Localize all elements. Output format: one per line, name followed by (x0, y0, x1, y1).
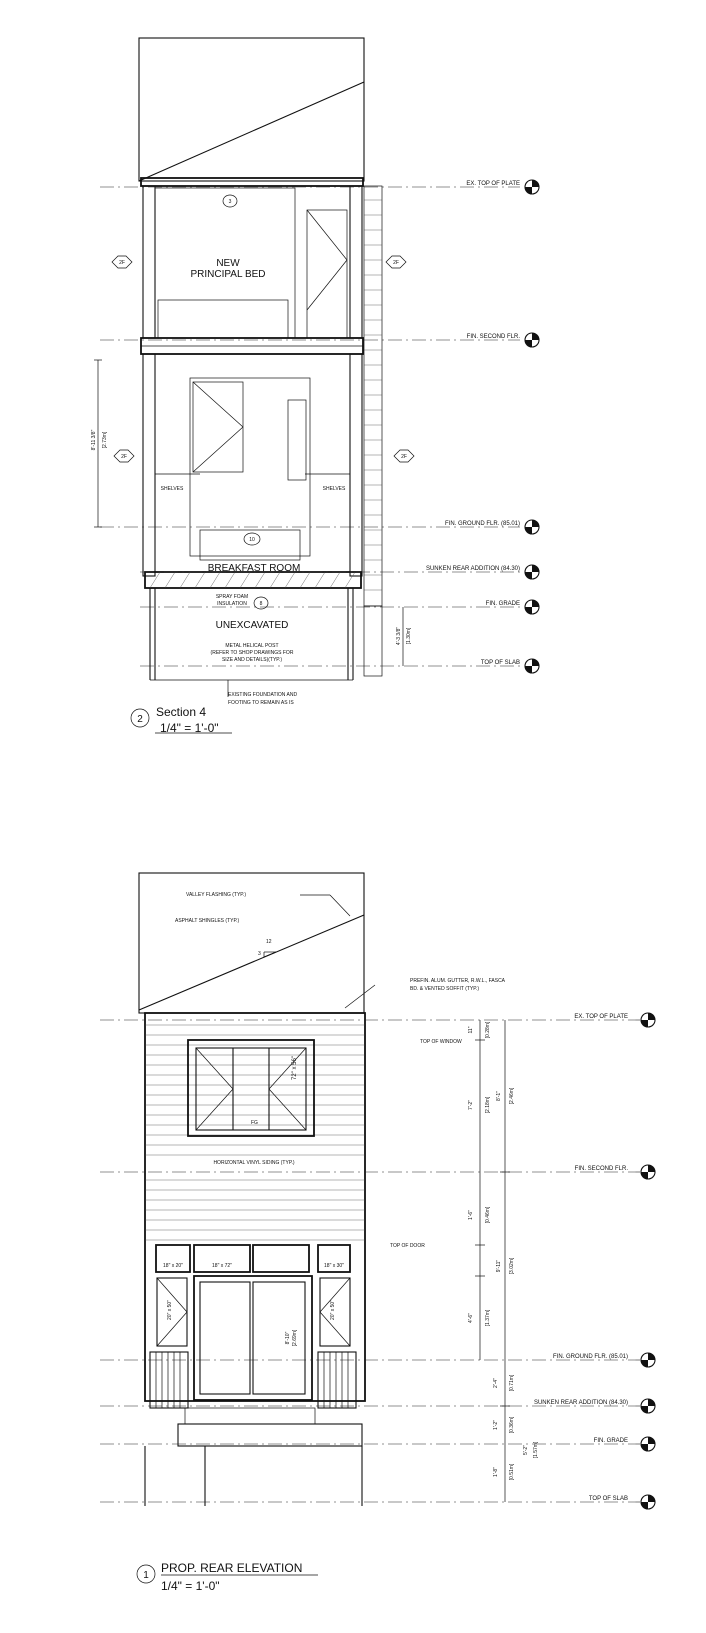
dim-left-6m: [0.36m] (509, 1416, 515, 1434)
shelves-label-left: SHELVES (160, 486, 184, 492)
shelves-label-right: SHELVES (322, 486, 346, 492)
dim-right-2m: [3.02m] (509, 1257, 515, 1275)
elev-level-sunken: SUNKEN REAR ADDITION (84.30) (533, 1400, 628, 1406)
dim-left-2m: [2.18m] (485, 1096, 491, 1114)
level-marker-icon (525, 180, 539, 673)
elev-level-ground-flr: FIN. GROUND FLR. (85.01) (552, 1354, 628, 1360)
tag-2f-left-upper: 2F (119, 260, 125, 266)
elev-level-second-flr: FIN. SECOND FLR. (574, 1166, 628, 1172)
elev-level-top-plate: EX. TOP OF PLATE (574, 1014, 628, 1020)
section-title: Section 4 (156, 705, 207, 719)
transom-c-size: 18" x 30" (324, 1263, 344, 1269)
section-scale: 1/4" = 1'-0" (160, 721, 219, 735)
dim-left-1: 11" (468, 1026, 474, 1034)
tag-2f-right-lower: 2F (401, 454, 407, 460)
dim-height-metric: [2.73m] (102, 431, 108, 449)
gutter-note-2: BD. & VENTED SOFFIT (TYP.) (410, 986, 479, 992)
spray-foam-label-2: INSULATION (217, 601, 247, 607)
dim-left-4: 4'-6" (468, 1313, 474, 1323)
asphalt-shingles-note: ASPHALT SHINGLES (TYP.) (175, 918, 240, 924)
roof-pitch-rise: 3 (258, 951, 261, 957)
dim-left-4m: [1.37m] (485, 1309, 491, 1327)
top-of-door-label: TOP OF DOOR (390, 1243, 425, 1249)
dim-foundation-label: 4'-3 3/8" (396, 626, 402, 646)
transom-a-size: 18" x 20" (163, 1263, 183, 1269)
valley-flashing-note: VALLEY FLASHING (TYP.) (186, 892, 247, 898)
gutter-note-1: PREFIN. ALUM. GUTTER, R.W.L., FASCA (410, 978, 506, 984)
dim-right-3: 5'-2" (523, 1445, 529, 1455)
section-level-sunken: SUNKEN REAR ADDITION (84.30) (425, 566, 520, 572)
elevation-scale: 1/4" = 1'-0" (161, 1579, 220, 1593)
section-4-drawing (94, 38, 539, 733)
section-level-ground-flr: FIN. GROUND FLR. (85.01) (444, 521, 520, 527)
dim-right-2: 9'-11" (496, 1259, 502, 1273)
dim-right-3m: [1.57m] (533, 1441, 539, 1459)
post-note-1: METAL HELICAL POST (225, 643, 279, 649)
room-label-breakfast: BREAKFAST ROOM (207, 563, 301, 574)
elev-level-slab: TOP OF SLAB (588, 1496, 628, 1502)
dim-left-7: 1'-8" (493, 1467, 499, 1477)
dim-left-5: 2'-4" (493, 1378, 499, 1388)
unexcavated-label: UNEXCAVATED (215, 620, 289, 631)
elevation-title-number: 1 (143, 1570, 149, 1581)
side-window-left-size: 20" x 50" (167, 1300, 173, 1320)
dim-foundation-metric: [1.30m] (406, 627, 412, 645)
dim-left-3: 1'-6" (468, 1210, 474, 1220)
door-height-dim: 8'-10" (285, 1331, 291, 1345)
dim-left-2: 7'-2" (468, 1100, 474, 1110)
rear-elevation-drawing (100, 873, 655, 1583)
dim-left-6: 1'-2" (493, 1420, 499, 1430)
tag-2f-right-upper: 2F (393, 260, 399, 266)
siding-note: HORIZONTAL VINYL SIDING (TYP.) (213, 1160, 295, 1166)
dim-right-1: 8'-1" (496, 1091, 502, 1101)
tag-2f-left-lower: 2F (121, 454, 127, 460)
tag-10: 10 (249, 537, 255, 543)
tag-3: 3 (228, 199, 232, 205)
room-label-new: NEW (216, 258, 240, 269)
side-window-right-size: 20" x 50" (330, 1300, 336, 1320)
section-level-top-plate: EX. TOP OF PLATE (466, 181, 520, 187)
foundation-note-2: FOOTING TO REMAIN AS IS (228, 700, 294, 706)
section-level-second-flr: FIN. SECOND FLR. (466, 334, 520, 340)
top-of-window-label: TOP OF WINDOW (420, 1039, 462, 1045)
section-level-slab: TOP OF SLAB (480, 660, 520, 666)
dim-left-5m: [0.71m] (509, 1374, 515, 1392)
level-marker-icon (641, 1013, 655, 1509)
upper-window-fg: FG (251, 1120, 258, 1126)
upper-window-size: 72" x 56" (292, 1056, 298, 1080)
post-note-3: SIZE AND DETAILS)(TYP.) (221, 657, 283, 663)
section-title-number: 2 (137, 714, 143, 725)
elev-level-grade: FIN. GRADE (593, 1438, 628, 1444)
dim-height-label: 8'-11 3/8" (91, 429, 97, 451)
elevation-title: PROP. REAR ELEVATION (161, 1561, 303, 1575)
post-note-2: (REFER TO SHOP DRAWINGS FOR (210, 650, 294, 656)
section-level-grade: FIN. GRADE (485, 601, 520, 607)
dim-left-1m: [0.28m] (485, 1021, 491, 1039)
door-height-metric: [2.69m] (292, 1329, 298, 1347)
room-label-principal-bed: PRINCIPAL BED (190, 269, 266, 280)
dim-right-1m: [2.46m] (509, 1087, 515, 1105)
dim-left-7m: [0.51m] (509, 1463, 515, 1481)
dim-left-3m: [0.46m] (485, 1206, 491, 1224)
transom-b-size: 18" x 72" (212, 1263, 232, 1269)
foundation-note-1: EXISTING FOUNDATION AND (228, 692, 298, 698)
spray-foam-label-1: SPRAY FOAM (215, 594, 249, 600)
tag-8: 8 (259, 601, 263, 607)
roof-pitch-run: 12 (266, 939, 272, 945)
